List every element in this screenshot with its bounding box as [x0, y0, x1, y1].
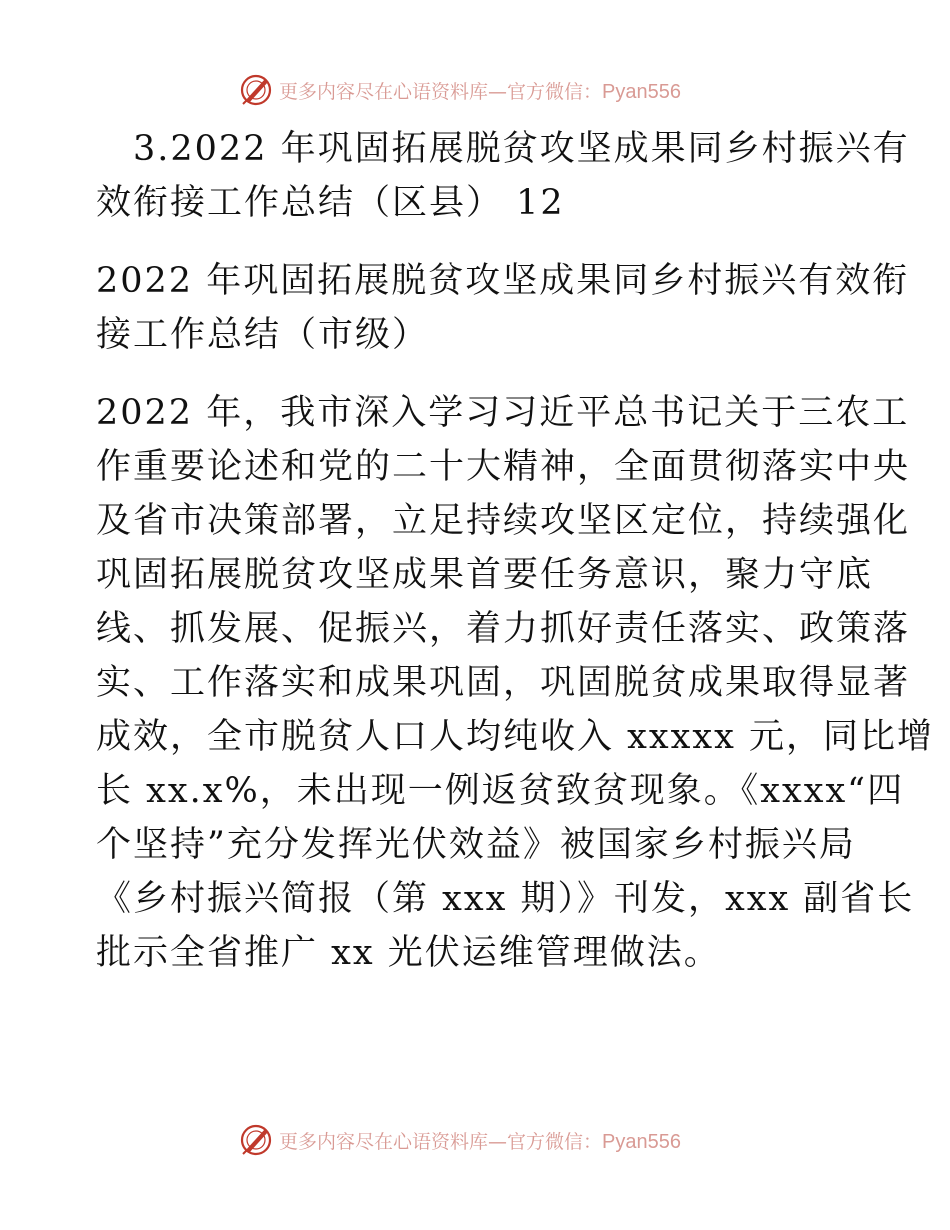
toc-line: 效衔接工作总结（区县） 12	[96, 183, 565, 223]
watermark-wechat-id: Pyan556	[602, 1130, 681, 1153]
paragraph-line: 个坚持”充分发挥光伏效益》被国家乡村振兴局	[96, 825, 856, 865]
paragraph-line: 长 xx.x%，未出现一例返贫致贫现象。《xxxx“四	[96, 771, 905, 811]
watermark-wechat-id: Pyan556	[602, 80, 681, 103]
watermark-header	[0, 70, 950, 110]
watermark-text: 更多内容尽在心语资料库—官方微信：	[279, 1130, 603, 1153]
paragraph-line: 线、抓发展、促振兴，着力抓好责任落实、政策落	[96, 609, 911, 649]
paragraph-line: 巩固拓展脱贫攻坚成果首要任务意识，聚力守底	[96, 555, 874, 595]
title-line: 2022 年巩固拓展脱贫攻坚成果同乡村振兴有效衔	[96, 261, 910, 301]
paragraph-line: 及省市决策部署，立足持续攻坚区定位，持续强化	[96, 501, 911, 541]
paragraph-line: 成效，全市脱贫人口人均纯收入 xxxxx 元，同比增	[96, 717, 934, 757]
body-paragraph	[96, 386, 934, 980]
paragraph-line: 2022 年，我市深入学习习近平总书记关于三农工	[96, 393, 910, 433]
paragraph-line: 批示全省推广 xx 光伏运维管理做法。	[96, 933, 721, 973]
quill-logo-icon	[239, 1123, 273, 1157]
quill-logo-icon	[239, 73, 273, 107]
toc-line: 3.2022 年巩固拓展脱贫攻坚成果同乡村振兴有	[96, 129, 910, 169]
document-title	[96, 254, 910, 362]
watermark-footer	[0, 1120, 950, 1160]
toc-item	[96, 122, 910, 230]
document-content	[96, 122, 934, 980]
paragraph-line: 作重要论述和党的二十大精神，全面贯彻落实中央	[96, 447, 911, 487]
title-line: 接工作总结（市级）	[96, 315, 430, 355]
paragraph-line: 实、工作落实和成果巩固，巩固脱贫成果取得显著	[96, 663, 911, 703]
watermark-text: 更多内容尽在心语资料库—官方微信：	[279, 80, 603, 103]
paragraph-line: 《乡村振兴简报（第 xxx 期）》刊发，xxx 副省长	[96, 879, 915, 919]
